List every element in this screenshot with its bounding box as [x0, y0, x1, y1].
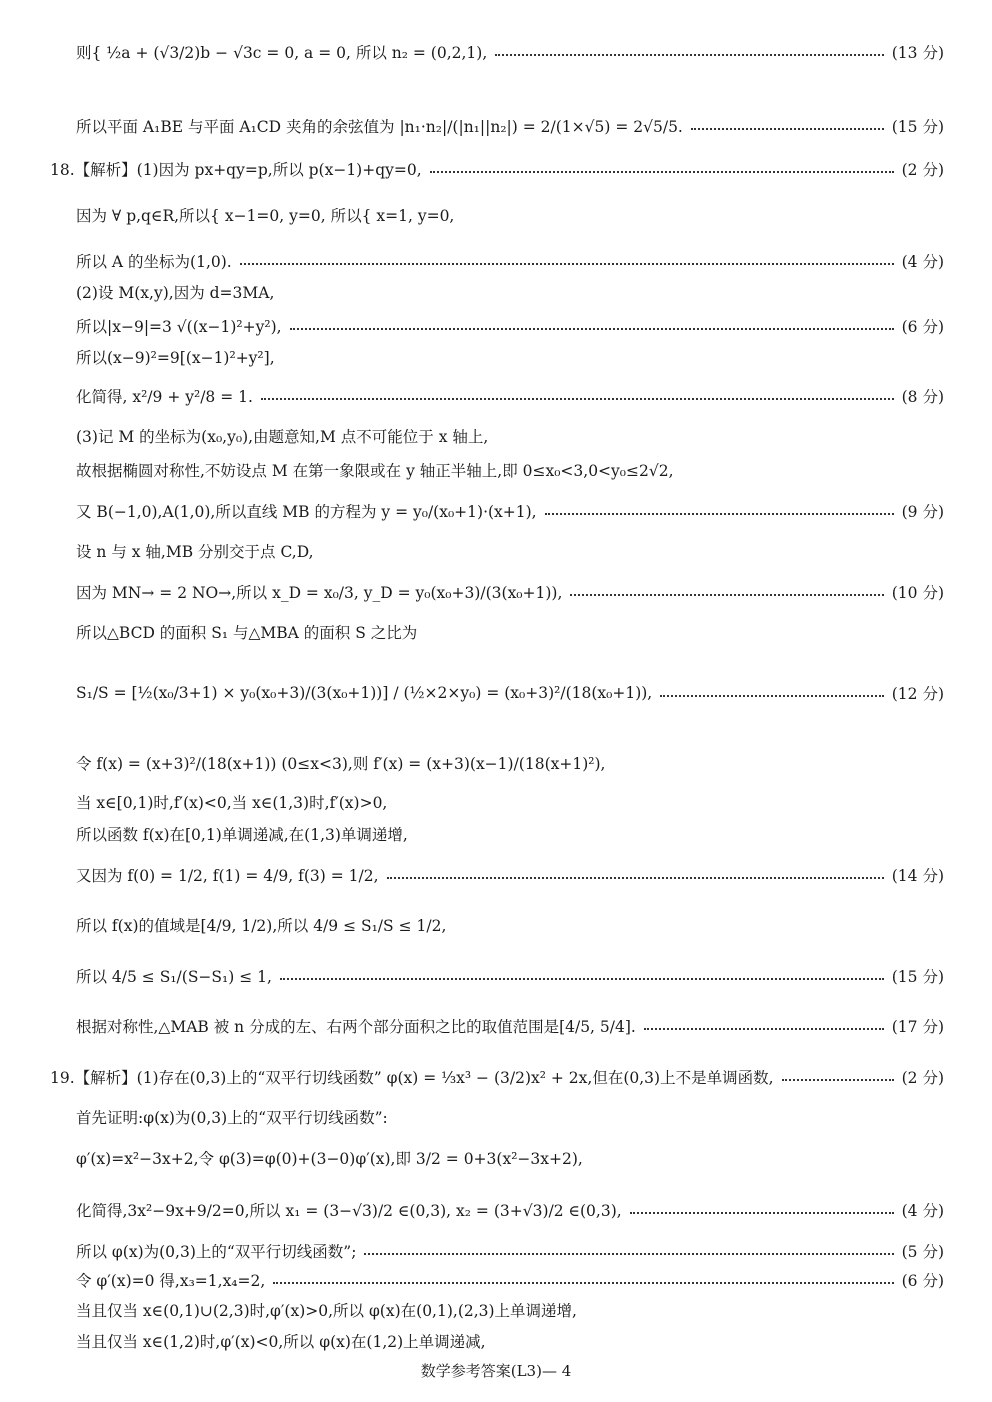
dot-leader — [280, 978, 884, 980]
solution-line — [76, 1269, 944, 1291]
solution-line-text: 则{ ½a + (√3/2)b − √3c = 0, a = 0, 所以 n₂ = (0,2,1), — [76, 44, 488, 62]
score-label: (2 分) — [901, 1069, 944, 1087]
dot-leader — [644, 1028, 884, 1030]
solution-line-text: 首先证明:φ(x)为(0,3)上的“双平行切线函数”: — [76, 1109, 388, 1127]
score-label: (6 分) — [901, 1272, 944, 1290]
dot-leader — [290, 328, 894, 330]
solution-line — [76, 540, 944, 562]
solution-line — [76, 791, 944, 813]
solution-line-text: 故根据椭圆对称性,不妨设点 M 在第一象限或在 y 轴正半轴上,即 0≤x₀<3,0<y₀≤2√2, — [76, 462, 674, 480]
solution-line — [76, 621, 944, 643]
solution-line — [76, 581, 944, 603]
score-label: (12 分) — [891, 685, 944, 703]
solution-line-text: (2)设 M(x,y),因为 d=3MA, — [76, 284, 275, 302]
solution-line-text: 所以△BCD 的面积 S₁ 与△MBA 的面积 S 之比为 — [76, 624, 418, 642]
solution-line — [76, 281, 944, 303]
dot-leader — [273, 1282, 893, 1284]
dot-leader — [240, 263, 894, 265]
dot-leader — [782, 1079, 894, 1081]
solution-line-text: 又 B(−1,0),A(1,0),所以直线 MB 的方程为 y = y₀/(x₀+1)·(x+1), — [76, 503, 537, 521]
score-label: (6 分) — [901, 318, 944, 336]
solution-line — [76, 914, 944, 936]
score-label: (8 分) — [901, 388, 944, 406]
dot-leader — [660, 695, 884, 697]
dot-leader — [545, 513, 894, 515]
solution-line — [76, 965, 944, 987]
solution-line — [76, 1106, 944, 1128]
dot-leader — [261, 398, 894, 400]
solution-line-text: 令 f(x) = (x+3)²/(18(x+1)) (0≤x<3),则 f′(x) = (x+3)(x−1)/(18(x+1)²), — [76, 755, 606, 773]
solution-line-text: 所以 φ(x)为(0,3)上的“双平行切线函数”; — [76, 1243, 357, 1261]
page-footer: 数学参考答案(L3)— 4 — [420, 1362, 572, 1380]
dot-leader — [387, 877, 884, 879]
solution-line-text: 因为 ∀ p,q∈R,所以{ x−1=0, y=0, 所以{ x=1, y=0, — [76, 207, 455, 225]
score-label: (4 分) — [901, 253, 944, 271]
score-label: (2 分) — [901, 161, 944, 179]
solution-line-text: 根据对称性,△MAB 被 n 分成的左、右两个部分面积之比的取值范围是[4/5, 5/4]. — [76, 1018, 636, 1036]
solution-line — [50, 1066, 944, 1088]
solution-line-text: 化简得,3x²−9x+9/2=0,所以 x₁ = (3−√3)/2 ∈(0,3), x₂ = (3+√3)/2 ∈(0,3), — [76, 1202, 622, 1220]
solution-line-text: 化简得, x²/9 + y²/8 = 1. — [76, 388, 253, 406]
solution-line — [76, 1147, 944, 1169]
solution-line-text: 所以 A 的坐标为(1,0). — [76, 253, 232, 271]
solution-line — [76, 204, 944, 226]
score-label: (15 分) — [891, 968, 944, 986]
solution-line — [76, 864, 944, 886]
solution-line — [76, 315, 944, 337]
solution-line — [76, 1240, 944, 1262]
solution-line-text: 所以(x−9)²=9[(x−1)²+y²], — [76, 349, 275, 367]
solution-line-text: 因为 MN→ = 2 NO→,所以 x_D = x₀/3, y_D = y₀(x₀+3)/(3(x₀+1)), — [76, 584, 563, 602]
solution-line-text: 所以函数 f(x)在[0,1)单调递减,在(1,3)单调递增, — [76, 826, 408, 844]
score-label: (10 分) — [891, 584, 944, 602]
solution-line-text: 所以 4/5 ≤ S₁/(S−S₁) ≤ 1, — [76, 968, 272, 986]
score-label: (17 分) — [891, 1018, 944, 1036]
solution-line-text: φ′(x)=x²−3x+2,令 φ(3)=φ(0)+(3−0)φ′(x),即 3/2 = 0+3(x²−3x+2), — [76, 1150, 583, 1168]
score-label: (5 分) — [901, 1243, 944, 1261]
solution-line-text: S₁/S = [½(x₀/3+1) × y₀(x₀+3)/(3(x₀+1))] / (½×2×y₀) = (x₀+3)²/(18(x₀+1)), — [76, 684, 653, 702]
solution-line-text: 又因为 f(0) = 1/2, f(1) = 4/9, f(3) = 1/2, — [76, 867, 379, 885]
solution-line — [50, 158, 944, 180]
solution-line — [76, 823, 944, 845]
solution-line — [76, 250, 944, 272]
solution-line-text: 令 φ′(x)=0 得,x₃=1,x₄=2, — [76, 1272, 266, 1290]
solution-line — [76, 1015, 944, 1037]
solution-line — [76, 1199, 944, 1221]
score-label: (4 分) — [901, 1202, 944, 1220]
solution-line-text: 18.【解析】(1)因为 px+qy=p,所以 p(x−1)+qy=0, — [50, 161, 422, 179]
solution-line — [76, 425, 944, 447]
dot-leader — [430, 171, 894, 173]
solution-line-text: 设 n 与 x 轴,MB 分别交于点 C,D, — [76, 543, 314, 561]
solution-line — [76, 41, 944, 63]
solution-line — [76, 682, 944, 704]
solution-line — [76, 1330, 944, 1352]
dot-leader — [364, 1253, 893, 1255]
dot-leader — [570, 594, 883, 596]
solution-line-text: 所以 f(x)的值域是[4/9, 1/2),所以 4/9 ≤ S₁/S ≤ 1/2, — [76, 917, 447, 935]
solution-line-text: 所以平面 A₁BE 与平面 A₁CD 夹角的余弦值为 |n₁·n₂|/(|n₁||n₂|) = 2/(1×√5) = 2√5/5. — [76, 118, 683, 136]
dot-leader — [630, 1212, 894, 1214]
score-label: (14 分) — [891, 867, 944, 885]
solution-line — [76, 500, 944, 522]
dot-leader — [691, 128, 884, 130]
solution-line — [76, 1299, 944, 1321]
solution-line-text: 当 x∈[0,1)时,f′(x)<0,当 x∈(1,3)时,f′(x)>0, — [76, 794, 388, 812]
solution-line — [76, 752, 944, 774]
solution-line — [76, 385, 944, 407]
dot-leader — [495, 54, 883, 56]
score-label: (9 分) — [901, 503, 944, 521]
solution-line-text: 所以|x−9|=3 √((x−1)²+y²), — [76, 318, 282, 336]
solution-line — [76, 115, 944, 137]
solution-line-text: 当且仅当 x∈(1,2)时,φ′(x)<0,所以 φ(x)在(1,2)上单调递减, — [76, 1333, 486, 1351]
score-label: (13 分) — [891, 44, 944, 62]
solution-line-text: 当且仅当 x∈(0,1)∪(2,3)时,φ′(x)>0,所以 φ(x)在(0,1),(2,3)上单调递增, — [76, 1302, 577, 1320]
solution-line — [76, 346, 944, 368]
score-label: (15 分) — [891, 118, 944, 136]
solution-line-text: (3)记 M 的坐标为(x₀,y₀),由题意知,M 点不可能位于 x 轴上, — [76, 428, 489, 446]
solution-line — [76, 459, 944, 481]
solution-line-text: 19.【解析】(1)存在(0,3)上的“双平行切线函数” φ(x) = ⅓x³ − (3/2)x² + 2x,但在(0,3)上不是单调函数, — [50, 1069, 774, 1087]
